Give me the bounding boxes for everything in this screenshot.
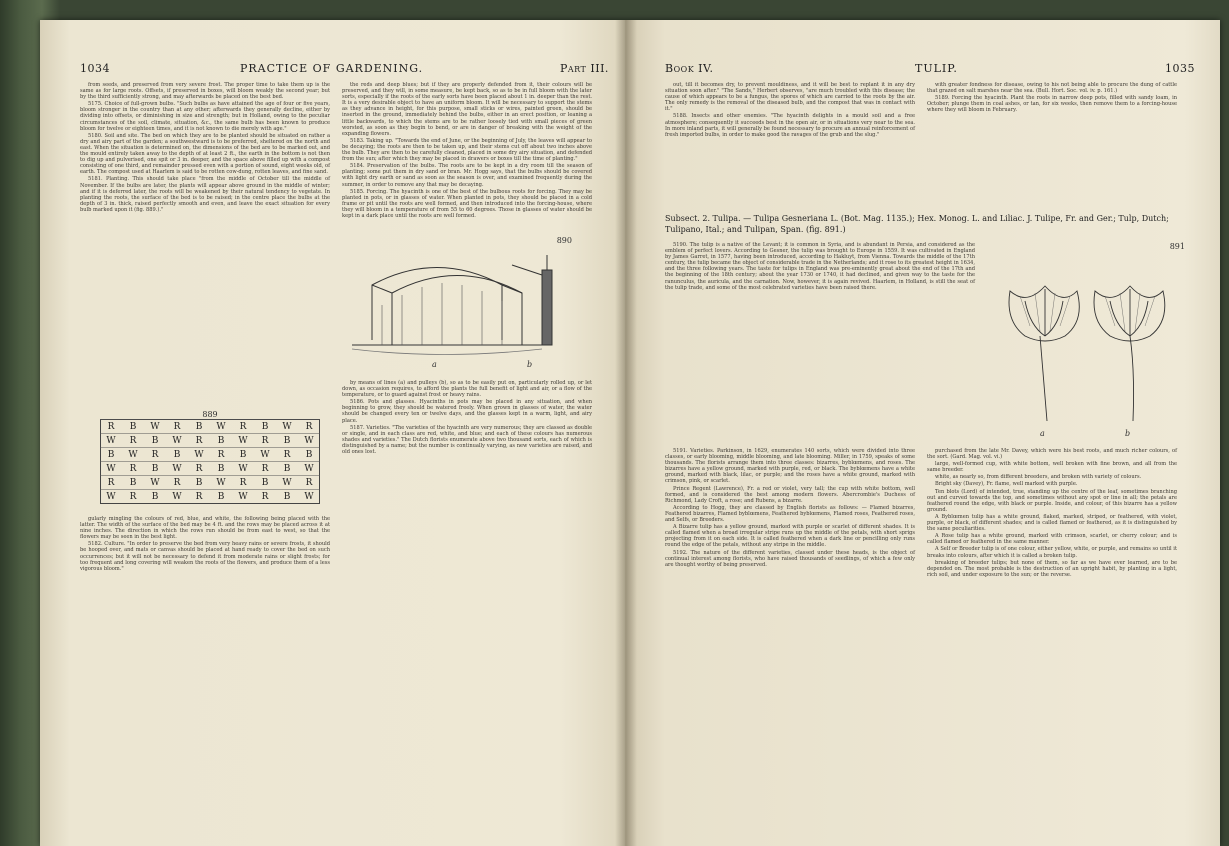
paragraph: with greater fondness for disease, owing to his not being able to procure the dung of cattle that grazed on salt marshes near the sea. (Bull. Hort. Soc. vol. iv. p. 161.) [927,82,1177,95]
paragraph: 5188. Insects and other enemies. "The hyacinth delights in a mould soil and a free atmosphere; consequently it succeeds best in the open air, or in situations very near to the sea. In more inland parts, it will generally be found necessary to procure an annual reinforcement of fresh imported bulbs, in order to make good the ravages of the grub and the slug." [665,113,915,138]
paragraph: 5187. Varieties. "The varieties of the hyacinth are very numerous; they are classed as double or single, and in each class are red, white, and blue; and each of these colours has numerous shades and varieties." The Dutch florists enumerate above two thousand sorts, each of which is distinguished by a name; but the number is continually varying, as new varieties are raised, and old ones lost. [342,424,592,456]
paragraph: by means of lines (a) and pulleys (b), so as to be easily put on, particularly rolled up, or let down, as occasion requires, to afford the plants the full benefit of light and air, or a flow of the temperature, or to guard against frost or heavy rains. [342,380,592,399]
paragraph: 5181. Planting. This should take place "from the middle of October till the middle of November. If the bulbs are later, the plants will appear above ground in the middle of winter; and if it is deferred later, the roots will be weakened by their natural tendency to vegetate. In planting the roots, the surface of the bed is to be raised; in the centre place the bulbs at the depth of 3 in. thick, raised perfectly smooth and even, and leave the exact situation for every bulb marked upon it (fig. 889.)." [80,176,330,213]
paragraph: 5189. Forcing the hyacinth. Plant the roots in narrow deep pots, filled with sandy loam, in October; plunge them in coal ashes, or tan, for six weeks, then remove them to a forcing-house where they will bloom in February. [927,95,1177,114]
grid-cell-letter: W [216,422,226,432]
right-main-text [665,242,975,442]
grid-cell-letter: W [172,436,182,446]
grid-cell-letter: W [282,478,292,488]
grid-cell-letter: R [283,450,291,460]
grid-cell-letter: B [217,492,225,502]
grid-cell-letter: W [128,450,138,460]
paragraph: 5183. Taking up. "Towards the end of June, or the beginning of July, the leaves will appear to be decaying; the roots are then to be taken up, and their stems cut off about two inches above the bulb. They are then to be carefully cleaned, placed in some dry airy situation, and defended from the sun; after which they may be placed in drawers or boxes till the time of planting." [342,137,592,163]
grid-cell-letter: W [106,464,116,474]
grid-cell-letter: R [173,422,181,432]
grid-cell-letter: W [150,478,160,488]
grid-cell-letter: W [260,450,270,460]
grid-cell-letter: B [239,450,247,460]
paragraph: 5180. Soil and site. The bed on which they are to be planted should be situated on rather a dry and airy part of the garden; a southwestward is to be preferred, sheltered on the north and east. When the situation is determined on, the dimensions of the bed are to be marked out, and the mould entirely taken away to the depth of at least 2 ft., the earth in the bottom is not then to dig up and pulverised, one spit or 3 in. deeper, and the space above filled up with a compost consisting of one third, and remainder pressed even with a portion of sound, eight weeks old, of earth. The compost used at Haarlem is said to be rotten cow-dung, rotten leaves, and fine sand. [80,132,330,176]
grid-cell-letter: W [238,464,248,474]
grid-cell-letter: R [107,422,115,432]
figure-891-letter-a: a [1040,429,1045,438]
grid-cell-letter: B [151,492,159,502]
grid-cell-letter: W [282,422,292,432]
grid-cell-letter: B [151,464,159,474]
grid-cell-letter: W [106,492,116,502]
grid-cell-letter: W [150,422,160,432]
right-page-number: 1035 [1165,62,1195,75]
tulip-flowers-illustration [985,251,1185,439]
grid-cell-letter: R [107,478,115,488]
paragraph: 5185. Forcing. The hyacinth is one of the best of the bulbous roots for forcing. They may be planted in pots, or in glasses of water. When planted in pots, they should be placed in a cold frame or pit until the roots are well formed, and then introduced into the forcing-house, where they will bloom in a temperature of from 55 to 60 degrees. Those in glasses of water should be kept in a dark place until the roots are well formed. [342,188,592,219]
tulip-bed-grid [100,419,320,507]
grid-cell-letter: W [172,464,182,474]
paragraph: A Self or Breeder tulip is of one colour, either yellow, white, or purple, and remains so until it breaks into colours, after which it is called a broken tulip. [927,546,1177,559]
paragraph: A Rose tulip has a white ground, marked with crimson, scarlet, or cherry colour; and is called flamed or feathered in the same manner. [927,533,1177,546]
grid-cell-letter: R [305,422,313,432]
paragraph: from seeds, and preserved from very severe frost. The proper time to take them up is the same as for large roots. Offsets, if preserved in boxes, will bloom weakly the second year; but by the third sufficiently strong, and may afterwards be placed on the best bed. [80,82,330,101]
grid-cell-letter: W [238,436,248,446]
book-gutter [615,20,637,846]
figure-889 [100,410,320,510]
left-page-number: 1034 [80,62,110,75]
paragraph: According to Hogg, they are classed by English florists as follows: — Flamed bizarres, Feathered bizarres, Flamed byblœmens, Feathered byblœmens, Flamed roses, Feathered roses, and Selfs, or Breeders. [665,504,915,524]
grid-cell-letter: R [239,422,247,432]
figure-890-letter-a: a [432,360,437,369]
grid-cell-letter: B [217,436,225,446]
paragraph: A Bizarre tulip has a yellow ground, marked with purple or scarlet of different shades. It is called flamed when a broad irregular stripe runs up the middle of the petals, with short sprigs projecting from it on each side. It is called feathered when a dark line or pencilling only runs round the edge of the petals, without any stripe in the middle. [665,524,915,549]
grid-cell-letter: R [305,478,313,488]
figure-891-letter-b: b [1125,429,1131,438]
figure-891 [985,242,1185,442]
left-running-title: PRACTICE OF GARDENING. [240,62,424,75]
paragraph: 5175. Choice of full-grown bulbs. "Such bulbs as have attained the age of four or five years, bloom stronger in the country than at any other; afterwards they generally decline, either by dividing into offsets, or diminishing in size and strength; but in Holland, owing to the peculiar circumstances of the soil, climate, situation, &c., the same bulb has been known to produce bloom for twelve or eighteen times, and it is not known to die merely with age." [80,101,330,132]
grid-cell-letter: R [261,436,269,446]
figure-label: 890 [556,236,572,245]
grid-cell-letter: W [106,436,116,446]
left-col2-text [342,82,592,234]
grid-cell-letter: B [151,436,159,446]
paragraph: Ten blots (Lord) of intended, true, standing up the centre of the leaf, sometimes branching out and curved towards the top, and sometimes without any spot or line in all; the petals are feathered round the edge, with black or purple. Inside, and colour, of this bizarre has a yellow ground. [927,488,1177,513]
open-book [40,20,1220,846]
grid-cell-letter: W [304,436,314,446]
paragraph: 5182. Culture. "In order to preserve the bed from very heavy rains or severe frosts, it should be hooped over, and mats or canvas should be placed at hand ready to cover the bed on such occurrences; but it will not be necessary to defend it from moderate rains or slight frosts; for too frequent and long covering will weaken the roots of the flowers, and produce them of a less vigorous bloom." [80,541,330,572]
left-col1-text [80,82,330,412]
paragraph: large, well-formed cup, with white bottom, well broken with fine brown, and all from the same breeder. [927,461,1177,474]
grid-cell-letter: W [216,478,226,488]
right-lower-col2-text [927,448,1177,826]
grid-cell-letter: R [129,436,137,446]
section-heading: Subsect. 2. Tulipa. — Tulipa Gesneriana L. (Bot. Mag. 1135.); Hex. Monog. L. and Liliac. J. Tulipe, Fr. and Ger.; Tulp, Dutch; Tulipano, Ital.; and Tulipan, Span. (fig. 891.) [665,214,1169,234]
paragraph: the reds and deep blues; but if they are properly defended from it, their colours will be preserved, and they will, in some measure, be kept back, so as to be in full bloom with the later sorts, especially if the roots of the early sorts have been placed about 1 in. deeper than the rest. It is a very desirable object to have an uniform bloom. It will be necessary to support the stems as they advance in height, for this purpose, small sticks or wires, painted green, should be inserted in the ground, immediately behind the bulbs, either in an erect position, or leaning a little backwards, to which the stems are to be rather loosely tied with small pieces of green worsted, as soon as they begin to bend, or are in danger of breaking with the weight of the expanding flowers. [342,82,592,137]
paragraph: gularly mingling the colours of red, blue, and white, the following being placed with the latter. The width of the surface of the bed may be 4 ft. and the rows may be placed across it at nine inches. The direction in which the rows run should be from east to west, so that the flowers may be seen in the best light. [80,516,330,541]
paragraph: breaking of breeder tulips; but none of them, so far as we have ever learned, are to be depended on. The most probable is the destruction of an upright habit, by planting in a light, rich soil, and under exposure to the sun; or the reverse. [927,559,1177,578]
grid-cell-letter: W [238,492,248,502]
paragraph: 5192. The nature of the different varieties, classed under these heads, is the object of continual interest among florists, who have raised thousands of seedlings, of which a few only are thought worthy of being preserved. [665,549,915,568]
paragraph: white, as nearly so, from different breeders, and broken with variety of colours. [935,474,1142,481]
right-running-title: TULIP. [915,62,958,75]
grid-cell-letter: B [283,436,291,446]
grid-cell-letter: R [239,478,247,488]
grid-cell-letter: R [195,464,203,474]
grid-cell-letter: B [129,422,137,432]
paragraph: out, till it becomes dry, to prevent mouldiness, and it will be best to replant it in any dry situation soon after." "The Sands," Herbert observes, "are much troubled with this disease; the cause of which appears to be a fungus, the spores of which are carried to the roots by the air. The only remedy is the removal of the diseased bulb, and the compost that was in contact with it." [665,82,915,113]
grid-cell-letter: R [261,492,269,502]
grid-cell-letter: R [195,436,203,446]
right-lower-col1-text [665,448,915,826]
left-part-label: Part III. [560,62,609,75]
right-col2-text [927,82,1177,204]
paragraph: 5184. Preservation of the bulbs. The roots are to be kept in a dry room till the season of planting; some put them in dry sand or bran. Mr. Hogg says, that the bulbs should be covered with light dry earth or sand as soon as the season is over, and examined frequently during the summer, in order to remove any that may be decaying. [342,163,592,188]
paragraph: Bright sky (Davey), Fr. flame, well marked with purple. [935,481,1078,488]
grid-cell-letter: R [195,492,203,502]
grid-cell-letter: W [304,492,314,502]
grid-cell-letter: R [129,464,137,474]
grid-cell-letter: R [173,478,181,488]
grid-cell-letter: B [283,492,291,502]
grid-cell-letter: B [217,464,225,474]
figure-890-letter-b: b [527,360,533,369]
grid-cell-letter: B [305,450,313,460]
right-col1-text [665,82,915,204]
figure-label: 891 [1169,242,1185,251]
right-book-label: Book IV. [665,62,714,75]
grid-cell-letter: R [261,464,269,474]
paragraph: Prince Regent (Lawrence), Fr. a red or violet, very tall; the cup with white bottom, well formed, and is considered the best among modern flowers. Abercrombie's Duchess of Richmond, Lady Croft, a rose; and Rubens, a bizarre. [665,485,915,504]
grid-cell-letter: B [129,478,137,488]
paragraph: 5191. Varieties. Parkinson, in 1629, enumerates 140 sorts, which were divided into three classes, or early blooming, middle blooming, and late blooming. Miller, in 1759, speaks of some thousands. The florists arrange them into three classes: bizarres, byblœmens, and roses. The bizarres have a yellow ground, marked with purple, red, or black. The byblœmens have a white ground, marked with black, lilac, or purple; and the roses have a white ground, marked with crimson, pink, or scarlet. [665,448,915,485]
paragraph: 5186. Pots and glasses. Hyacinths in pots may be placed in any situation, and when beginning to grow, they should be watered freely. When grown in glasses of water, the water should be changed every ten or twelve days, and the glasses kept in a warm, light, and airy place. [342,399,592,424]
grid-cell-letter: R [151,450,159,460]
grid-cell-letter: R [217,450,225,460]
left-page [40,20,625,846]
hooped-bed-cover-illustration [342,245,592,373]
grid-cell-letter: B [195,478,203,488]
grid-cell-letter: W [172,492,182,502]
grid-cell-letter: B [173,450,181,460]
grid-cell-letter: W [194,450,204,460]
figure-890 [342,236,592,376]
paragraph: A Byblœmen tulip has a white ground, flaked, marked, striped, or feathered, with violet, purple, or black, of different shades; and is called flamed or feathered, as it is distinguished by the same peculiarities. [927,513,1177,533]
paragraph: purchased from the late Mr. Davey, which were his best roots, and much richer colours, of the sort. (Gard. Mag. vol. vi.) [927,448,1177,461]
left-col1-after-text [80,516,330,826]
grid-cell-letter: B [261,422,269,432]
grid-cell-letter: W [304,464,314,474]
paragraph: 5190. The tulip is a native of the Levant; it is common in Syria, and is abundant in Persia, and considered as the emblem of perfect lovers. According to Gesner, the tulip was brought to Europe in 1559. It was cultivated in England by James Garret, in 1577, having been introduced, according to Hakluyt, from Vienna. Towards the middle of the 17th century, the tulip became the object of considerable trade in the Netherlands; and it rose to its greatest height in 1634, and the three following years. The taste for tulips in England was pre-eminently great about the end of the 17th and the beginning of the 18th century; about the year 1730 or 1740, it had declined, and given way to the taste for the ranunculus, the auricula, and the carnation. Now, however, it is again revived. Haarlem, in Holland, is still the seat of the tulip trade, and some of the most celebrated varieties have been raised there. [665,242,975,291]
grid-cell-letter: B [195,422,203,432]
figure-label: 889 [202,410,218,419]
right-page [625,20,1220,846]
left-col2-after-text [342,380,592,826]
grid-cell-letter: B [283,464,291,474]
grid-cell-letter: B [261,478,269,488]
grid-cell-letter: R [129,492,137,502]
grid-cell-letter: B [107,450,115,460]
